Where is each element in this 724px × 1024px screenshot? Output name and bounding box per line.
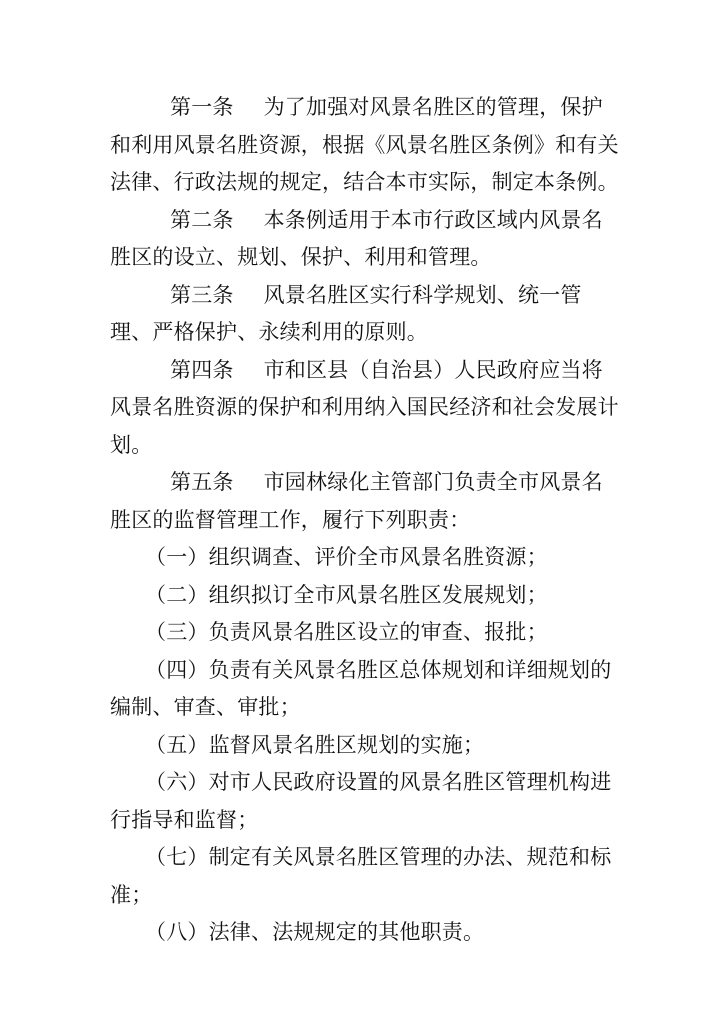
duty-item-1: （一）组织调查、评价全市风景名胜资源； [145, 545, 548, 569]
article-number: 第五条 [170, 470, 234, 494]
article-number: 第三条 [170, 282, 234, 307]
article-1 [110, 89, 620, 202]
article-text: 为了加强对风景名胜区的管理，保护和利用风景名胜资源，根据《风景名胜区条例》和有关法律、行政法规的规定，结合本市实际，制定本条例。 [110, 95, 619, 194]
duty-item-2: （二）组织拟订全市风景名胜区发展规划； [145, 582, 548, 607]
duty-item-5: （五）监督风景名胜区规划的实施； [145, 732, 485, 757]
duty-item-3: （三）负责风景名胜区设立的审查、报批； [145, 620, 548, 644]
article-text: 风景名胜区实行科学规划、统一管理、严格保护、永续利用的原则。 [110, 282, 582, 344]
article-4 [110, 352, 620, 465]
article-number: 第二条 [170, 207, 234, 232]
article-number: 第一条 [170, 95, 234, 119]
document-body [110, 89, 620, 952]
article-2 [110, 202, 620, 277]
duty-item-4: （四）负责有关风景名胜区总体规划和详细规划的编制、审查、审批； [110, 657, 612, 719]
article-3 [110, 277, 620, 352]
article-text: 市和区县（自治县）人民政府应当将风景名胜资源的保护和利用纳入国民经济和社会发展计划。 [110, 357, 619, 457]
article-text: 市园林绿化主管部门负责全市风景名胜区的监督管理工作，履行下列职责： [110, 470, 603, 532]
duty-item-8: （八）法律、法规规定的其他职责。 [145, 920, 485, 944]
article-number: 第四条 [170, 357, 234, 382]
article-5 [110, 464, 620, 539]
duty-item-7: （七）制定有关风景名胜区管理的办法、规范和标准； [110, 845, 612, 907]
article-text: 本条例适用于本市行政区域内风景名胜区的设立、规划、保护、利用和管理。 [110, 207, 603, 269]
duty-item-6: （六）对市人民政府设置的风景名胜区管理机构进行指导和监督； [110, 770, 612, 832]
